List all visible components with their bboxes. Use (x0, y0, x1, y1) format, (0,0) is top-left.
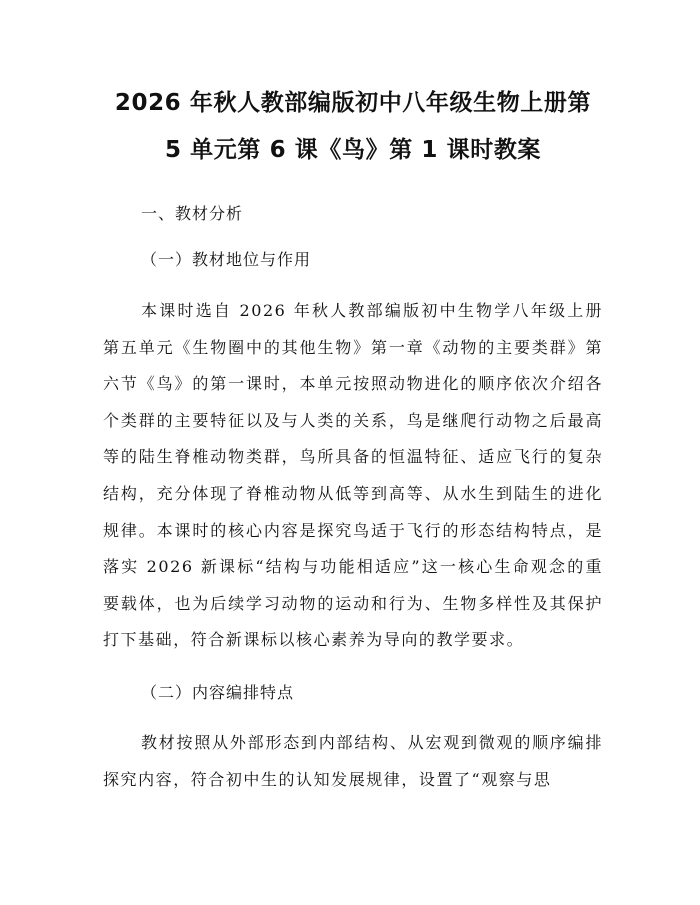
title-line-2: 5 单元第 6 课《鸟》第 1 课时教案 (164, 137, 542, 163)
section-heading-textbook-analysis: 一、教材分析 (141, 204, 244, 223)
subsection-heading-content-features: （二）内容编排特点 (141, 682, 295, 702)
paragraph-content-features: 教材按照从外部形态到内部结构、从宏观到微观的顺序编排探究内容，符合初中生的认知发展规律，设置了“观察与思 (103, 732, 603, 789)
document-title (103, 0, 603, 174)
subsection-heading-position-role: （一）教材地位与作用 (141, 250, 312, 269)
paragraph-position-role: 本课时选自 2026 年秋人教部编版初中生物学八年级上册第五单元《生物圈中的其他生物》第一章《动物的主要类群》第六节《鸟》的第一课时，本单元按照动物进化的顺序依次介绍各个类群的主要特征以及与人类的关系，鸟是继爬行动物之后最高等的陆生脊椎动物类群，鸟所具备的恒温特征、适应飞行的复杂结构，充分体现了脊椎动物从低等到高等、从水生到陆生的进化规律。本课时的核心内容是探究鸟适于飞行的形态结构特点，是落实 2026 新课标“结构与功能相适应”这一核心生命观念的重要载体，也为后续学习动物的运动和行为、生物多样性及其保护打下基础，符合新课标以核心素养为导向的教学要求。 (103, 301, 603, 650)
title-line-1: 2026 年秋人教部编版初中八年级生物上册第 (114, 90, 592, 116)
